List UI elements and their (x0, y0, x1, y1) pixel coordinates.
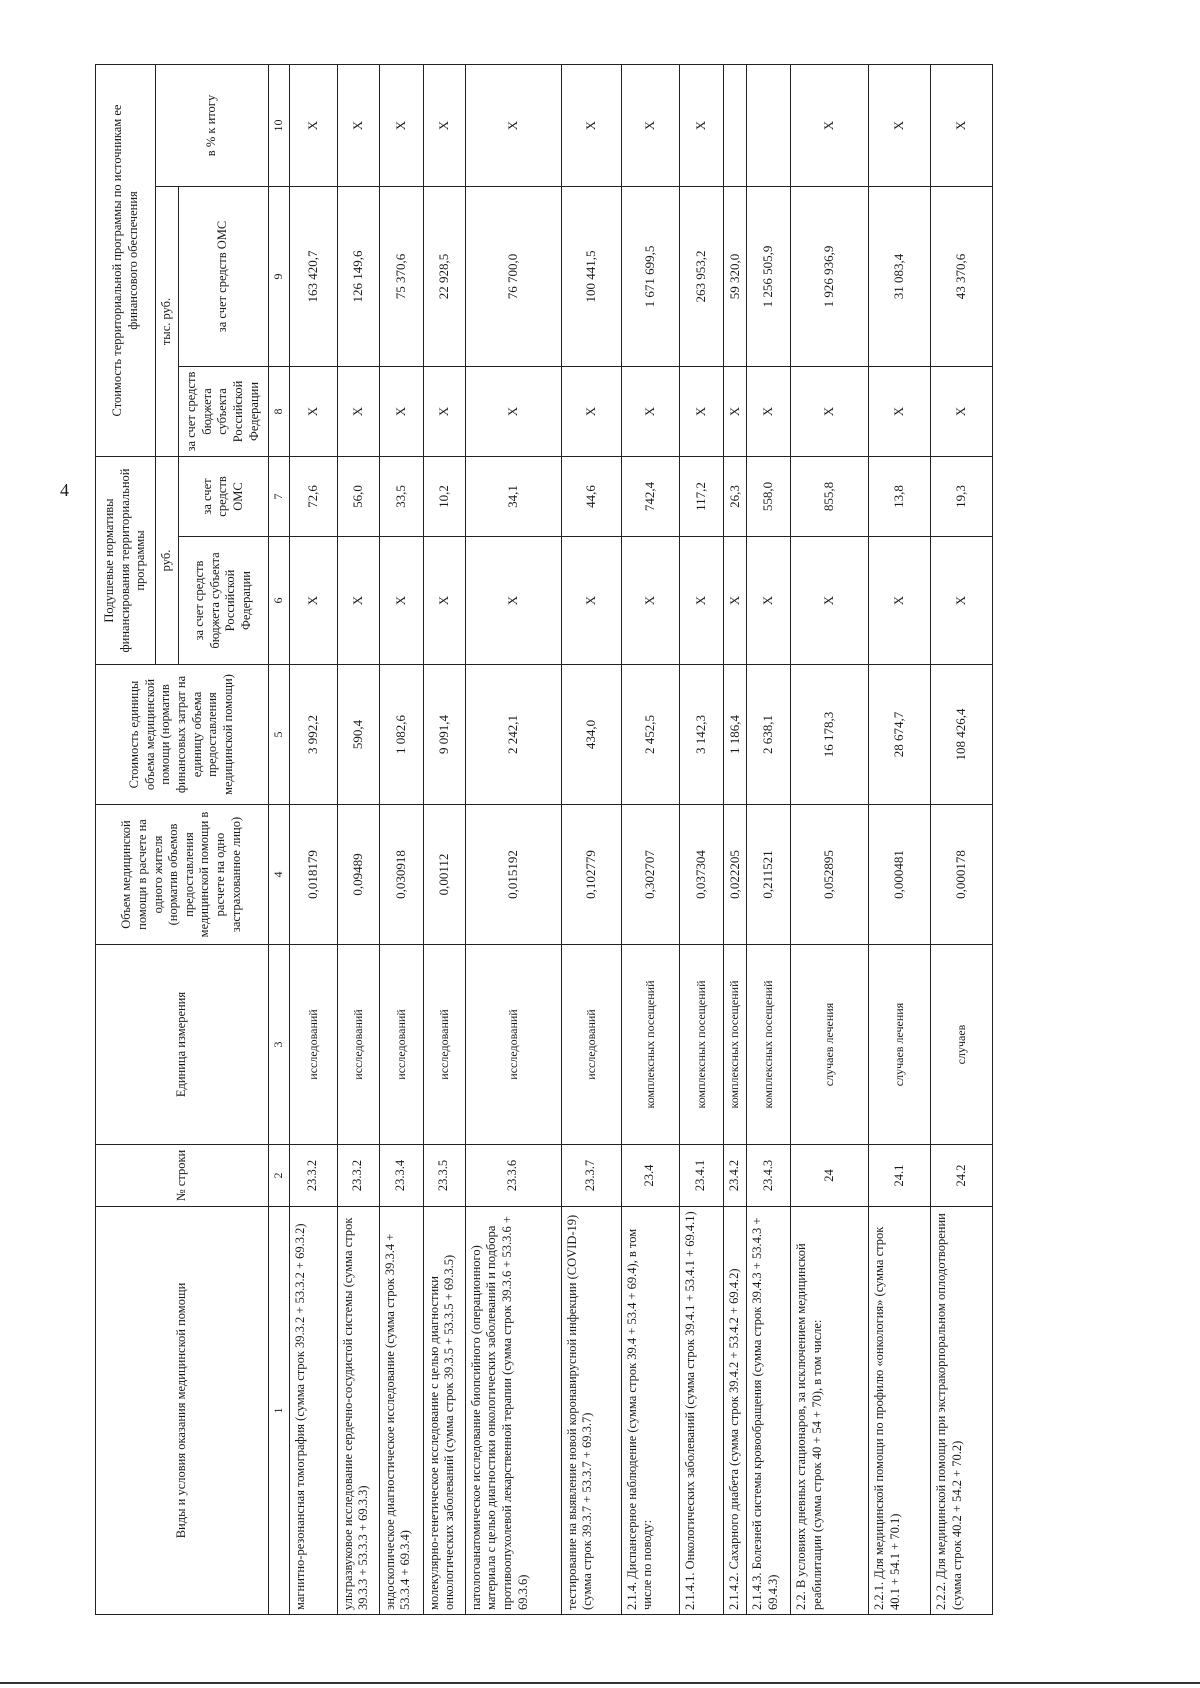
row-col6: Х (679, 537, 723, 665)
financing-table (95, 64, 993, 1615)
row-volume: 0,052895 (790, 805, 868, 945)
table-row (930, 64, 992, 1614)
row-unit: исследований (337, 945, 379, 1145)
row-number: 23.4 (621, 1145, 679, 1207)
row-col9: 75 370,6 (379, 186, 423, 366)
row-col9: 1 256 505,9 (746, 186, 790, 366)
row-volume: 0,015192 (465, 805, 561, 945)
table-row (746, 64, 790, 1614)
row-col7: 56,0 (337, 456, 379, 536)
row-kind: 2.2. В условиях дневных стационаров, за исключением медицинской реабилитации (сумма строк 40 + 54 + 70), в том числе: (790, 1207, 868, 1615)
row-col9: 1 926 936,9 (790, 186, 868, 366)
row-col6: Х (337, 537, 379, 665)
row-col8: Х (746, 366, 790, 456)
row-col10: Х (561, 64, 621, 186)
row-col7: 26,3 (723, 456, 746, 536)
row-col10: Х (423, 64, 465, 186)
header-row-no: № строки (96, 1145, 269, 1207)
row-col7: 558,0 (746, 456, 790, 536)
row-volume: 0,00112 (423, 805, 465, 945)
row-col9: 31 083,4 (868, 186, 930, 366)
row-col7: 72,6 (289, 456, 337, 536)
row-kind: эндоскопическое диагностическое исследование (сумма строк 39.3.4 + 53.3.4 + 69.3.4) (379, 1207, 423, 1615)
header-kind: Виды и условия оказания медицинской помощи (96, 1207, 269, 1615)
row-col6: Х (790, 537, 868, 665)
row-col8: Х (790, 366, 868, 456)
row-cost: 28 674,7 (868, 665, 930, 805)
col-number: 9 (268, 186, 289, 366)
row-col10: Х (337, 64, 379, 186)
header-pct: в % к итогу (156, 64, 269, 186)
row-col10 (723, 64, 746, 186)
row-col9: 76 700,0 (465, 186, 561, 366)
row-unit: исследований (465, 945, 561, 1145)
table-row (289, 64, 337, 1614)
table-row (423, 64, 465, 1614)
row-kind: 2.1.4.1. Онкологических заболеваний (сумма строк 39.4.1 + 53.4.1 + 69.4.1) (679, 1207, 723, 1615)
row-col10: Х (465, 64, 561, 186)
column-number-row (268, 64, 289, 1614)
row-volume: 0,211521 (746, 805, 790, 945)
row-unit: исследований (379, 945, 423, 1145)
row-number: 24 (790, 1145, 868, 1207)
header-oms-9: за счет средств ОМС (178, 186, 268, 366)
row-col9: 22 928,5 (423, 186, 465, 366)
header-unit: Единица измерения (96, 945, 269, 1145)
table-row (465, 64, 561, 1614)
row-cost: 3 992,2 (289, 665, 337, 805)
header-budget-6: за счет средств бюджета субъекта Российской Федерации (178, 537, 268, 665)
header-per-capita: Подушевые нормативы финансирования территориальной программы (96, 456, 156, 664)
row-volume: 0,037304 (679, 805, 723, 945)
row-col6: Х (289, 537, 337, 665)
col-number: 1 (268, 1207, 289, 1615)
rotated-table-stage (95, 65, 1200, 1615)
row-col10: Х (790, 64, 868, 186)
row-number: 23.3.6 (465, 1145, 561, 1207)
row-cost: 590,4 (337, 665, 379, 805)
row-col9: 163 420,7 (289, 186, 337, 366)
row-col8: Х (289, 366, 337, 456)
row-number: 24.1 (868, 1145, 930, 1207)
row-number: 23.3.2 (289, 1145, 337, 1207)
row-volume: 0,018179 (289, 805, 337, 945)
col-number: 2 (268, 1145, 289, 1207)
row-col6: Х (561, 537, 621, 665)
table-row (679, 64, 723, 1614)
row-col10: Х (289, 64, 337, 186)
row-col9: 1 671 699,5 (621, 186, 679, 366)
row-col6: Х (746, 537, 790, 665)
row-col9: 126 149,6 (337, 186, 379, 366)
row-col8: Х (930, 366, 992, 456)
row-unit: комплексных посещений (746, 945, 790, 1145)
row-unit: исследований (561, 945, 621, 1145)
row-cost: 1 186,4 (723, 665, 746, 805)
row-col9: 59 320,0 (723, 186, 746, 366)
row-number: 23.4.1 (679, 1145, 723, 1207)
row-unit: случаев (930, 945, 992, 1145)
row-volume: 0,302707 (621, 805, 679, 945)
row-volume: 0,030918 (379, 805, 423, 945)
col-number: 10 (268, 64, 289, 186)
row-col8: Х (868, 366, 930, 456)
table-row (561, 64, 621, 1614)
row-cost: 9 091,4 (423, 665, 465, 805)
col-number: 6 (268, 537, 289, 665)
row-col6: Х (723, 537, 746, 665)
row-col6: Х (930, 537, 992, 665)
row-unit: комплексных посещений (679, 945, 723, 1145)
row-col7: 34,1 (465, 456, 561, 536)
col-number: 3 (268, 945, 289, 1145)
table-row (621, 64, 679, 1614)
col-number: 5 (268, 665, 289, 805)
table-row (379, 64, 423, 1614)
row-col7: 855,8 (790, 456, 868, 536)
row-col6: Х (423, 537, 465, 665)
header-rub: руб. (156, 456, 179, 664)
row-volume: 0,000178 (930, 805, 992, 945)
row-unit: комплексных посещений (621, 945, 679, 1145)
row-col10 (746, 64, 790, 186)
header-total-cost: Стоимость территориальной программы по источникам ее финансового обеспечения (96, 64, 156, 456)
table-row (337, 64, 379, 1614)
row-col7: 117,2 (679, 456, 723, 536)
row-col10: Х (930, 64, 992, 186)
row-col8: Х (561, 366, 621, 456)
row-number: 23.3.5 (423, 1145, 465, 1207)
col-number: 7 (268, 456, 289, 536)
header-thous: тыс. руб. (156, 186, 179, 456)
row-col8: Х (465, 366, 561, 456)
row-kind: тестирование на выявление новой коронавирусной инфекции (COVID-19) (сумма строк 39.3.7 + 53.3.7 + 69.3.7) (561, 1207, 621, 1615)
row-unit: исследований (423, 945, 465, 1145)
row-number: 23.3.7 (561, 1145, 621, 1207)
col-number: 4 (268, 805, 289, 945)
row-volume: 0,09489 (337, 805, 379, 945)
row-number: 24.2 (930, 1145, 992, 1207)
row-col7: 33,5 (379, 456, 423, 536)
row-col8: Х (337, 366, 379, 456)
row-cost: 2 452,5 (621, 665, 679, 805)
row-unit: случаев лечения (790, 945, 868, 1145)
row-cost: 16 178,3 (790, 665, 868, 805)
row-col7: 19,3 (930, 456, 992, 536)
row-unit: комплексных посещений (723, 945, 746, 1145)
row-kind: 2.1.4. Диспансерное наблюдение (сумма строк 39.4 + 53.4 + 69.4), в том числе по поводу: (621, 1207, 679, 1615)
row-unit: исследований (289, 945, 337, 1145)
header-oms-7: за счет средств ОМС (178, 456, 268, 536)
row-col6: Х (621, 537, 679, 665)
row-col7: 10,2 (423, 456, 465, 536)
row-col8: Х (679, 366, 723, 456)
table-row (790, 64, 868, 1614)
row-number: 23.4.2 (723, 1145, 746, 1207)
row-number: 23.4.3 (746, 1145, 790, 1207)
row-volume: 0,022205 (723, 805, 746, 945)
row-col10: Х (379, 64, 423, 186)
row-kind: 2.2.1. Для медицинской помощи по профилю «онкология» (сумма строк 40.1 + 54.1 + 70.1) (868, 1207, 930, 1615)
row-volume: 0,000481 (868, 805, 930, 945)
row-kind: 2.1.4.3. Болезней системы кровообращения (сумма строк 39.4.3 + 53.4.3 + 69.4.3) (746, 1207, 790, 1615)
row-col8: Х (423, 366, 465, 456)
row-col6: Х (379, 537, 423, 665)
row-unit: случаев лечения (868, 945, 930, 1145)
col-number: 8 (268, 366, 289, 456)
row-col6: Х (868, 537, 930, 665)
row-cost: 2 242,1 (465, 665, 561, 805)
header-volume: Объем медицинской помощи в расчете на одного жителя (норматив объемов предоставления медицинской помощи в расчете на одно застрахованное лицо) (96, 805, 269, 945)
row-col8: Х (379, 366, 423, 456)
row-col9: 43 370,6 (930, 186, 992, 366)
row-number: 23.3.4 (379, 1145, 423, 1207)
header-cost-unit: Стоимость единицы объема медицинской помощи (норматив финансовых затрат на единицу объема предоставления медицинской помощи) (96, 665, 269, 805)
row-kind: 2.2.2. Для медицинской помощи при экстракорпоральном оплодотворении (сумма строк 40.2 + 54.2 + 70.2) (930, 1207, 992, 1615)
row-kind: молекулярно-генетическое исследование с целью диагностики онкологических заболеваний (сумма строк 39.3.5 + 53.3.5 + 69.3.5) (423, 1207, 465, 1615)
row-col10: Х (868, 64, 930, 186)
row-cost: 2 638,1 (746, 665, 790, 805)
row-kind: магнитно-резонансная томография (сумма строк 39.3.2 + 53.3.2 + 69.3.2) (289, 1207, 337, 1615)
row-col10: Х (679, 64, 723, 186)
row-cost: 108 426,4 (930, 665, 992, 805)
row-kind: патологоанатомическое исследование биопсийного (операционного) материала с целью диагностики онкологических заболеваний и подбора противоопухолевой лекарственной терапии (сумма строк 39.3.6 + 53.3.6 + 69.3.6) (465, 1207, 561, 1615)
row-col6: Х (465, 537, 561, 665)
row-col7: 44,6 (561, 456, 621, 536)
header-budget-8: за счет средств бюджета субъекта Российской Федерации (178, 366, 268, 456)
row-col8: Х (621, 366, 679, 456)
row-col7: 742,4 (621, 456, 679, 536)
row-col8: Х (723, 366, 746, 456)
row-cost: 434,0 (561, 665, 621, 805)
page-number: 4 (60, 480, 69, 500)
table-row (723, 64, 746, 1614)
table-row (868, 64, 930, 1614)
row-cost: 3 142,3 (679, 665, 723, 805)
row-col9: 100 441,5 (561, 186, 621, 366)
row-number: 23.3.2 (337, 1145, 379, 1207)
row-col7: 13,8 (868, 456, 930, 536)
row-col10: Х (621, 64, 679, 186)
row-kind: ультразвуковое исследование сердечно-сосудистой системы (сумма строк 39.3.3 + 53.3.3 + 69.3.3) (337, 1207, 379, 1615)
row-col9: 263 953,2 (679, 186, 723, 366)
scan-edge-line (0, 1682, 1200, 1684)
row-volume: 0,102779 (561, 805, 621, 945)
row-kind: 2.1.4.2. Сахарного диабета (сумма строк 39.4.2 + 53.4.2 + 69.4.2) (723, 1207, 746, 1615)
row-cost: 1 082,6 (379, 665, 423, 805)
